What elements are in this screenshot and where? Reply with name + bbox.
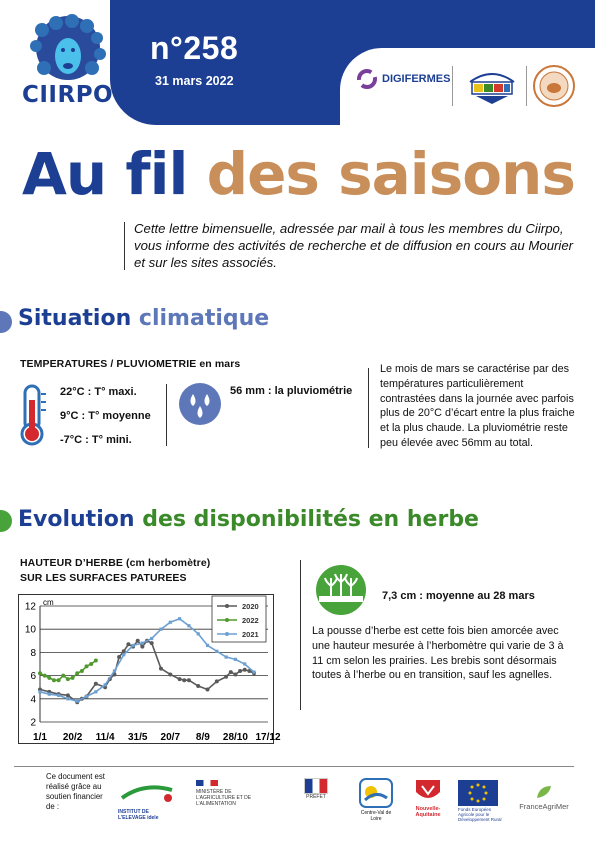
franceagrimer-leaf-icon	[535, 784, 553, 800]
round-emblem-logo	[532, 64, 576, 108]
feader-logo: Fonds Européen Agricole pour le Développement Rural	[458, 780, 508, 822]
data-point	[252, 671, 255, 674]
data-point	[57, 678, 61, 682]
climate-text-divider	[368, 368, 369, 448]
data-point	[117, 655, 121, 659]
data-point	[38, 690, 41, 693]
temp-max: 22°C : T° maxi.	[60, 386, 137, 398]
data-point	[43, 674, 47, 678]
section-bullet	[0, 510, 12, 532]
digifermes-logo: DIGIFERMES	[356, 68, 450, 90]
x-tick-label: 28/10	[222, 732, 248, 743]
title-part-2: des saisons	[206, 140, 575, 208]
climate-divider	[166, 384, 167, 446]
x-tick-label: 20/2	[62, 732, 83, 743]
data-point	[197, 632, 200, 635]
temp-min: -7°C : T° mini.	[60, 434, 132, 446]
x-tick-label: 20/7	[160, 732, 181, 743]
data-point	[229, 670, 233, 674]
climate-text: Le mois de mars se caractérise par des températures particulièrement contrastées dans la journée avec parfois plus de 20°C d’écart entre la plus fraiche et la plus chaude. La pluviométrie reste peu élevée avec 56mm au total.	[380, 363, 575, 449]
data-point	[75, 671, 79, 675]
data-point	[178, 677, 182, 681]
data-point	[85, 664, 89, 668]
data-point	[225, 655, 228, 658]
data-point	[238, 669, 242, 673]
data-point	[94, 682, 98, 686]
rainfall: 56 mm : la pluviométrie	[230, 385, 353, 397]
section-title-grass: Evolution des disponibilités en herbe	[18, 507, 479, 532]
y-tick-label: 4	[30, 694, 36, 706]
centre-val-de-loire-logo: Centre-Val de Loire	[356, 778, 396, 822]
data-point	[126, 642, 130, 646]
data-point	[206, 688, 210, 692]
grass-subheading-1: HAUTEUR D’HERBE (cm herbomètre)	[20, 557, 211, 569]
grass-height-chart	[18, 594, 281, 744]
data-point	[243, 662, 246, 665]
y-tick-label: 10	[24, 624, 36, 636]
climate-subheading: TEMPERATURES / PLUVIOMETRIE en mars	[20, 358, 241, 370]
funding-note: Ce document est réalisé grâce au soutien financier de :	[46, 772, 105, 811]
data-point	[122, 653, 125, 656]
data-point	[66, 693, 70, 697]
section-bullet	[0, 311, 12, 333]
rain-drops-icon	[178, 382, 222, 426]
data-point	[140, 645, 144, 649]
data-point	[61, 674, 65, 678]
data-point	[66, 697, 69, 700]
data-point	[94, 659, 98, 663]
y-axis-label: cm	[43, 598, 54, 607]
franceagrimer-logo: FranceAgriMer	[514, 784, 574, 811]
data-point	[234, 658, 237, 661]
data-point	[76, 700, 79, 703]
x-tick-label: 31/5	[127, 732, 148, 743]
grass-subheading-2: SUR LES SURFACES PATUREES	[20, 572, 187, 584]
title-part-1: Au fil	[22, 140, 188, 208]
thermometer-icon	[16, 382, 50, 448]
data-point	[159, 628, 162, 631]
data-point	[224, 675, 228, 679]
y-tick-label: 2	[30, 717, 36, 729]
data-point	[48, 693, 51, 696]
idele-swoosh-icon	[118, 780, 176, 804]
data-point	[215, 650, 218, 653]
legend-marker	[225, 632, 229, 636]
data-point	[80, 669, 84, 673]
data-point	[136, 639, 140, 643]
data-point	[178, 617, 181, 620]
data-point	[150, 641, 154, 645]
idele-logo: INSTITUT DE L’ELEVAGE idele	[118, 780, 176, 820]
data-point	[52, 678, 56, 682]
prefet-logo: PRÉFET	[298, 778, 334, 800]
grass-text: La pousse d’herbe est cette fois bien amorcée avec une hauteur mesurée à l’herbomètre qui varie de 3 à 11 cm selon les prairies. Les brebis sont désormais toutes à l’herbe ou en transition, sauf les agnelles.	[312, 625, 564, 682]
data-point	[71, 676, 75, 680]
data-point	[66, 677, 70, 681]
data-point	[47, 676, 51, 680]
data-point	[233, 672, 237, 676]
grass-average: 7,3 cm : moyenne au 28 mars	[382, 590, 535, 602]
french-flag-icon	[196, 780, 218, 786]
intro-text: Cette lettre bimensuelle, adressée par mail à tous les membres du Ciirpo, vous informe des activités de recherche et de diffusion en cours au Mourier et sur les sites associés.	[134, 221, 574, 270]
data-point	[131, 644, 134, 647]
legend-label: 2021	[242, 630, 259, 639]
region-heart-icon	[359, 778, 393, 808]
temp-avg: 9°C : T° moyenne	[60, 410, 151, 422]
innovation-label-logo	[462, 62, 522, 108]
eu-flag-icon	[458, 780, 498, 806]
legend-label: 2020	[242, 602, 259, 611]
innovation-badge-icon	[462, 62, 522, 108]
sheep-logo-icon	[22, 14, 114, 86]
data-point	[182, 678, 186, 682]
data-point	[206, 644, 209, 647]
ministry-logo: MINISTÈRE DE L’AGRICULTURE ET DE L’ALIMENTATION	[196, 780, 264, 807]
data-point	[85, 695, 88, 698]
data-point	[113, 669, 116, 672]
data-point	[187, 678, 191, 682]
grass-icon	[314, 564, 368, 616]
x-tick-label: 17/12	[255, 732, 281, 743]
data-point	[89, 662, 93, 666]
data-point	[159, 667, 163, 671]
data-point	[150, 637, 153, 640]
legend-marker	[225, 618, 229, 622]
data-point	[215, 679, 219, 683]
ciirpo-logo-text: CIIRPO	[22, 82, 114, 108]
footer-rule	[14, 766, 574, 767]
logo-divider	[526, 66, 527, 106]
data-point	[168, 672, 172, 676]
x-tick-label: 11/4	[95, 732, 115, 743]
intro-rule	[124, 222, 125, 270]
y-tick-label: 8	[30, 647, 36, 659]
legend-marker	[225, 604, 229, 608]
y-tick-label: 6	[30, 671, 36, 683]
issue-number: n°258	[150, 30, 239, 66]
legend-label: 2022	[242, 616, 259, 625]
section-title-climate: Situation climatique	[18, 306, 270, 331]
data-point	[187, 624, 190, 627]
issue-date: 31 mars 2022	[155, 74, 234, 88]
digifermes-ring-icon	[356, 68, 378, 90]
logo-divider	[452, 66, 453, 106]
data-point	[57, 694, 60, 697]
y-tick-label: 12	[24, 601, 36, 613]
region-shield-icon	[413, 778, 443, 804]
data-point	[104, 683, 107, 686]
x-tick-label: 8/9	[195, 732, 210, 743]
data-point	[169, 621, 172, 624]
french-flag-icon	[304, 778, 328, 794]
newsletter-title	[22, 140, 575, 208]
x-tick-label: 1/1	[33, 732, 47, 743]
nouvelle-aquitaine-logo: Nouvelle-Aquitaine	[408, 778, 448, 818]
data-point	[196, 684, 200, 688]
data-point	[94, 690, 97, 693]
data-point	[141, 642, 144, 645]
grass-divider	[300, 560, 301, 710]
data-point	[243, 668, 247, 672]
data-point	[38, 671, 42, 675]
